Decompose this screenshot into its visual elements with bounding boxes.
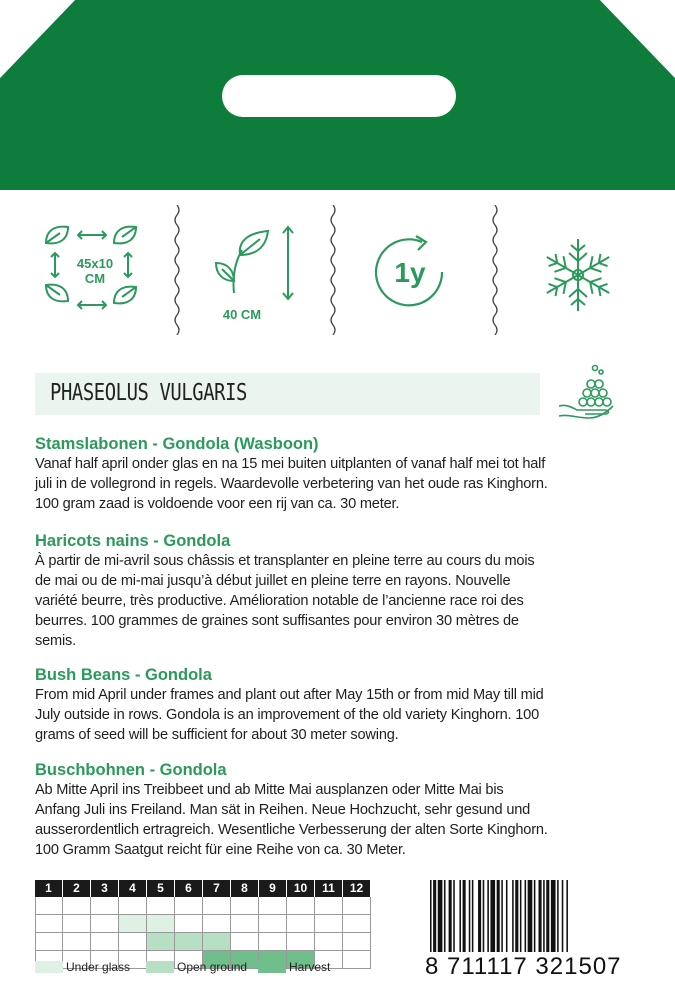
hang-hole xyxy=(222,75,456,117)
body-line: de mai ou de mi-mai jusqu’à début juillet en pleine terre en rayons. Nouvelle xyxy=(35,573,511,589)
barcode-bar xyxy=(438,880,443,952)
wavy-divider xyxy=(490,205,500,335)
calendar-cell xyxy=(259,933,287,951)
barcode-bar xyxy=(551,880,556,952)
month-header: 5 xyxy=(147,880,175,897)
section-french xyxy=(35,531,645,651)
calendar-cell xyxy=(175,915,203,933)
legend-label: Under glass xyxy=(66,960,131,974)
section-body xyxy=(35,685,645,745)
package-header xyxy=(0,0,675,190)
calendar-cell xyxy=(287,933,315,951)
month-header: 8 xyxy=(231,880,259,897)
body-line: 100 Gramm Saatgut reicht für eine Reihe von ca. 30 Meter. xyxy=(35,842,406,858)
section-body xyxy=(35,454,645,514)
calendar-cell xyxy=(175,933,203,951)
barcode-bar xyxy=(483,880,485,952)
month-header: 3 xyxy=(91,880,119,897)
calendar-cell xyxy=(259,897,287,915)
barcode-bar xyxy=(478,880,481,952)
barcode-bar xyxy=(453,880,455,952)
barcode-bar xyxy=(444,880,446,952)
spacing-label-1: 45x10 xyxy=(76,256,114,271)
leaves-spacing-icon xyxy=(40,205,150,340)
barcode-bar xyxy=(497,880,500,952)
barcode-bar xyxy=(449,880,452,952)
calendar-cell xyxy=(203,897,231,915)
body-line: semis. xyxy=(35,633,76,649)
barcode-bar xyxy=(534,880,536,952)
calendar-cell xyxy=(343,915,371,933)
calendar-cell xyxy=(119,897,147,915)
month-header: 12 xyxy=(343,880,371,897)
month-header: 1 xyxy=(35,880,63,897)
barcode-bar xyxy=(506,880,508,952)
calendar-cell xyxy=(119,915,147,933)
month-header: 4 xyxy=(119,880,147,897)
barcode-bar xyxy=(463,880,466,952)
calendar-cell xyxy=(175,897,203,915)
legend-swatch xyxy=(258,961,286,973)
cycle-label: 1y xyxy=(394,257,426,288)
body-line: Vanaf half april onder glas en na 15 mei buiten uitplanten of vanaf half mei tot half xyxy=(35,456,546,472)
calendar-grid xyxy=(35,897,371,969)
wavy-divider xyxy=(172,205,182,335)
calendar-cell xyxy=(315,897,343,915)
plant-height-icon xyxy=(212,205,312,340)
height-label: 40 CM xyxy=(222,307,262,322)
month-header: 6 xyxy=(175,880,203,897)
section-title: Buschbohnen - Gondola xyxy=(35,761,227,779)
calendar-cell xyxy=(35,915,63,933)
snowflake-icon xyxy=(538,205,618,340)
barcode-bar xyxy=(512,880,514,952)
body-line: variété beurre, très productive. Amélioration notable de l’ancienne race roi des xyxy=(35,593,524,609)
legend-under-glass xyxy=(35,960,130,974)
section-german xyxy=(35,760,645,860)
body-line: Ab Mitte April ins Treibbeet und ab Mitte Mai ausplanzen oder Mitte Mai bis xyxy=(35,782,504,798)
calendar-cell xyxy=(231,933,259,951)
barcode-bar xyxy=(566,880,568,952)
month-header: 11 xyxy=(315,880,343,897)
species-name: PHASEOLUS VULGARIS xyxy=(50,380,248,406)
legend-swatch xyxy=(35,961,63,973)
barcode-bar xyxy=(515,880,518,952)
month-header: 7 xyxy=(203,880,231,897)
calendar-cell xyxy=(147,915,175,933)
body-line: From mid April under frames and plant out after May 15th or from mid May till mid xyxy=(35,687,544,703)
body-line: À partir de mi-avril sous châssis et transplanter en pleine terre au cours du mois xyxy=(35,553,535,569)
calendar-cell xyxy=(343,951,371,969)
seed-hand-icon xyxy=(555,362,615,420)
calendar-cell xyxy=(147,933,175,951)
calendar-row xyxy=(35,933,371,951)
month-header: 10 xyxy=(287,880,315,897)
spacing-label-2: CM xyxy=(84,271,106,286)
calendar-cell xyxy=(287,897,315,915)
section-title: Haricots nains - Gondola xyxy=(35,532,231,550)
barcode-bar xyxy=(520,880,522,952)
barcode-bar xyxy=(562,880,564,952)
calendar-cell xyxy=(91,897,119,915)
calendar-row xyxy=(35,897,371,915)
barcode-bar xyxy=(430,880,432,952)
calendar-cell xyxy=(63,933,91,951)
info-icons-row xyxy=(0,205,675,340)
barcode-bar xyxy=(459,880,461,952)
barcode-bar xyxy=(433,880,436,952)
barcode-bar xyxy=(490,880,495,952)
calendar-cell xyxy=(119,933,147,951)
calendar-cell xyxy=(287,915,315,933)
section-title: Bush Beans - Gondola xyxy=(35,666,212,684)
legend-label: Open ground xyxy=(177,960,248,974)
annual-cycle-icon xyxy=(362,205,462,340)
barcode-number: 8 711117 321507 xyxy=(425,953,622,980)
calendar-cell xyxy=(35,933,63,951)
barcode-bar xyxy=(487,880,489,952)
calendar-cell xyxy=(35,897,63,915)
sowing-calendar xyxy=(35,880,371,969)
calendar-cell xyxy=(203,915,231,933)
calendar-row xyxy=(35,915,371,933)
barcode-bar xyxy=(501,880,503,952)
calendar-cell xyxy=(231,915,259,933)
calendar-months xyxy=(35,880,371,897)
calendar-cell xyxy=(343,897,371,915)
calendar-cell xyxy=(63,897,91,915)
calendar-cell xyxy=(147,897,175,915)
body-line: grams of seed will be sufficient for about 30 meter sowing. xyxy=(35,727,399,743)
barcode-bar xyxy=(472,880,474,952)
legend-swatch xyxy=(146,961,174,973)
body-line: ausserordentlich ertragreich. Wesentliche Verbesserung der alten Sorte Kinghorn. xyxy=(35,822,548,838)
barcode-bar xyxy=(546,880,549,952)
body-line: beurres. 100 grammes de graines sont suffisantes pour environ 30 mètres de xyxy=(35,613,519,629)
legend-label: Harvest xyxy=(289,960,331,974)
calendar-cell xyxy=(259,915,287,933)
barcode-bar xyxy=(557,880,559,952)
barcode-bar xyxy=(539,880,542,952)
legend-open-ground xyxy=(146,960,247,974)
barcode-bar xyxy=(528,880,533,952)
body-line: July outside in rows. Gondola is an improvement of the old variety Kinghorn. 100 xyxy=(35,707,539,723)
calendar-cell xyxy=(343,933,371,951)
month-header: 2 xyxy=(63,880,91,897)
legend-harvest xyxy=(258,960,330,974)
calendar-cell xyxy=(203,933,231,951)
calendar-cell xyxy=(315,933,343,951)
section-english xyxy=(35,665,645,745)
section-title: Stamslabonen - Gondola (Wasboon) xyxy=(35,435,319,453)
section-dutch xyxy=(35,434,645,514)
calendar-cell xyxy=(315,915,343,933)
section-body xyxy=(35,551,645,651)
barcode-bar xyxy=(543,880,545,952)
section-body xyxy=(35,780,645,860)
body-line: juli in de vollegrond in regels. Waardevolle verbetering van het oude ras Kinghorn. xyxy=(35,476,548,492)
calendar-cell xyxy=(91,933,119,951)
calendar-cell xyxy=(63,915,91,933)
barcode-bar xyxy=(469,880,471,952)
wavy-divider xyxy=(328,205,338,335)
calendar-cell xyxy=(231,897,259,915)
month-header: 9 xyxy=(259,880,287,897)
barcode-bar xyxy=(525,880,527,952)
body-line: Anfang Juli ins Freiland. Man sät in Reihen. Neue Hochzucht, sehr gesund und xyxy=(35,802,531,818)
calendar-cell xyxy=(91,915,119,933)
body-line: 100 gram zaad is voldoende voor een rij van ca. 30 meter. xyxy=(35,496,400,512)
